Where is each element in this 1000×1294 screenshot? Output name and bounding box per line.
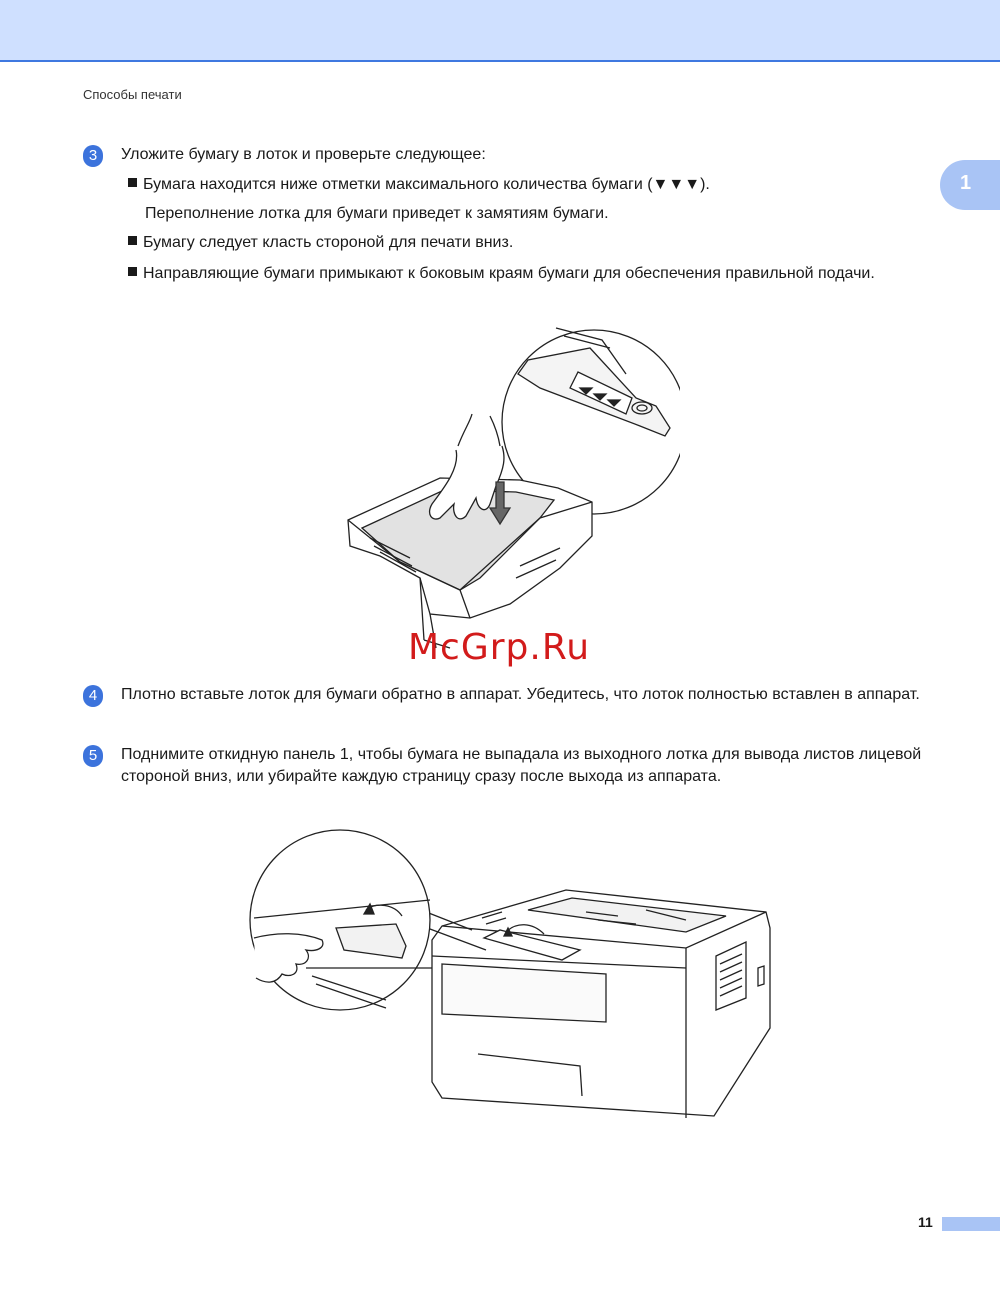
printer-illustration [246,828,776,1128]
chapter-tab [940,160,1000,210]
step-text: Поднимите откидную панель 1, чтобы бумага не выпадала из выходного лотка для вывода листов лицевой стороной вниз, или убирайте каждую страницу сразу после выхода из аппарата. [121,746,922,785]
page-number: 11 [918,1214,933,1230]
chapter-number: 1 [960,172,972,194]
bullet-square-icon [128,267,137,276]
bullet-text: Направляющие бумаги примыкают к боковым краям бумаги для обеспечения правильной подачи. [143,265,875,282]
bullet-item [128,263,875,285]
bullet-text: Бумагу следует класть стороной для печати вниз. [143,234,514,251]
bullet-text: Бумага находится ниже отметки максимального количества бумаги (▼▼▼). [143,176,710,193]
bullet-note: Переполнение лотка для бумаги приведет к замятиям бумаги. [145,205,609,222]
bullet-item [128,232,513,254]
header-band [0,0,1000,62]
step-number-badge: 3 [83,145,103,167]
watermark: McGrp.Ru [408,627,591,668]
bullet-square-icon [128,236,137,245]
bullet-square-icon [128,178,137,187]
bullet-item [128,174,710,196]
step-number-badge: 4 [83,685,103,707]
step-text: Уложите бумагу в лоток и проверьте следующее: [121,146,486,163]
step-number-badge: 5 [83,745,103,767]
paper-tray-illustration [340,318,680,658]
running-title: Способы печати [83,87,182,102]
page-number-bar [942,1217,1000,1231]
step-text: Плотно вставьте лоток для бумаги обратно в аппарат. Убедитесь, что лоток полностью вставлен в аппарат. [121,686,920,703]
